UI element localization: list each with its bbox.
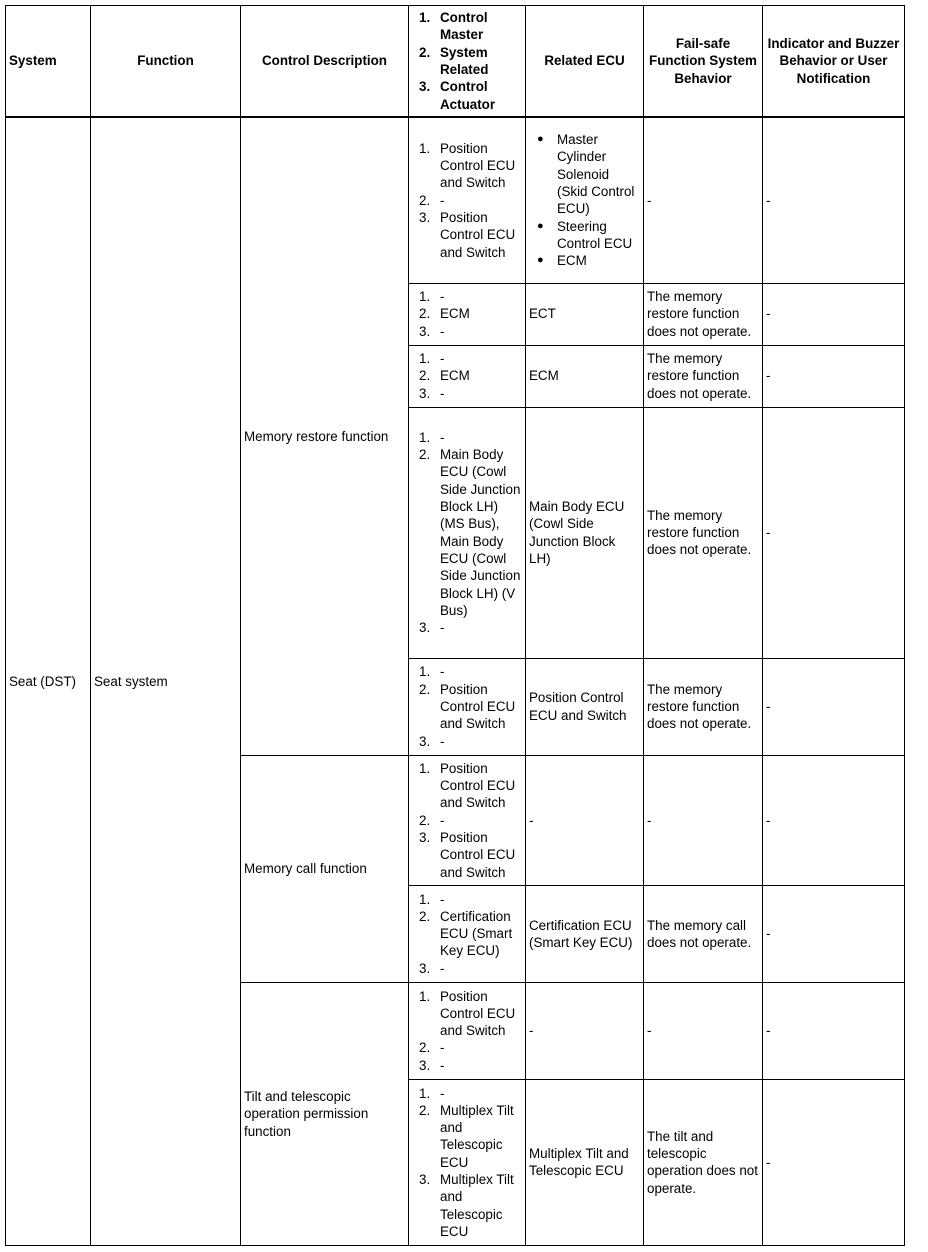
fail-safe: -: [644, 982, 763, 1079]
related-ecu: ECT: [526, 283, 644, 345]
control-actuator: Position Control ECU and Switch: [440, 209, 516, 260]
table-row: [6, 117, 905, 283]
system-related: ECM: [440, 368, 470, 384]
control-master: Position Control ECU and Switch: [440, 140, 516, 191]
ecu-list-item: ● Steering Control ECU: [557, 218, 640, 253]
description-tilt-telescopic: Tilt and telescopic operation permission function: [241, 982, 409, 1245]
header-control-items: [409, 6, 526, 118]
control-actuator: Multiplex Tilt and Telescopic ECU: [440, 1172, 514, 1239]
control-items: [409, 885, 526, 982]
related-ecu: -: [526, 982, 644, 1079]
indicator: -: [763, 345, 905, 407]
system-related: Certification ECU (Smart Key ECU): [440, 908, 513, 959]
header-control-actuator: Control Actuator: [440, 79, 496, 112]
fail-safe: The memory restore function does not operate.: [644, 345, 763, 407]
header-system: System: [6, 6, 91, 118]
control-master: -: [440, 429, 445, 445]
description-memory-call: Memory call function: [241, 755, 409, 982]
ecu-list-item: ● Master Cylinder Solenoid (Skid Control ECU): [557, 131, 640, 217]
indicator: -: [763, 755, 905, 885]
fail-safe: The memory restore function does not operate.: [644, 658, 763, 755]
system-related: Position Control ECU and Switch: [440, 681, 516, 732]
indicator: -: [763, 283, 905, 345]
control-master: -: [440, 289, 445, 305]
system-related: ECM: [440, 306, 470, 322]
control-master: -: [440, 1085, 445, 1101]
related-ecu: [526, 117, 644, 283]
fail-safe: The tilt and telescopic operation does not operate.: [644, 1079, 763, 1245]
control-items: [409, 658, 526, 755]
indicator: -: [763, 982, 905, 1079]
control-master: -: [440, 891, 445, 907]
related-ecu: Certification ECU (Smart Key ECU): [526, 885, 644, 982]
ecu-list-item: ● ECM: [557, 252, 640, 269]
control-items: [409, 283, 526, 345]
system-related: Main Body ECU (Cowl Side Junction Block LH) (MS Bus), Main Body ECU (Cowl Side Junction Block LH) (V Bus): [440, 447, 521, 618]
system-function-table: [5, 5, 905, 1246]
header-system-related: System Related: [440, 44, 489, 78]
system-related: -: [440, 812, 445, 828]
header-function: Function: [91, 6, 241, 118]
related-ecu: Multiplex Tilt and Telescopic ECU: [526, 1079, 644, 1245]
header-control-master: Control Master: [440, 10, 488, 43]
control-items: [409, 117, 526, 283]
control-actuator: -: [440, 620, 445, 636]
control-actuator: -: [440, 1057, 445, 1073]
control-master: -: [440, 664, 445, 680]
indicator: -: [763, 407, 905, 658]
control-items: [409, 1079, 526, 1245]
related-ecu: -: [526, 755, 644, 885]
indicator: -: [763, 658, 905, 755]
description-memory-restore: Memory restore function: [241, 117, 409, 755]
system-cell: Seat (DST): [6, 117, 91, 1245]
control-master: -: [440, 351, 445, 367]
control-master: Position Control ECU and Switch: [440, 760, 516, 811]
related-ecu: Position Control ECU and Switch: [526, 658, 644, 755]
header-control-description: Control Description: [241, 6, 409, 118]
control-items: [409, 345, 526, 407]
control-actuator: -: [440, 323, 445, 339]
indicator: -: [763, 885, 905, 982]
header-related-ecu: Related ECU: [526, 6, 644, 118]
control-actuator: -: [440, 385, 445, 401]
control-actuator: -: [440, 960, 445, 976]
related-ecu: Main Body ECU (Cowl Side Junction Block LH): [526, 407, 644, 658]
fail-safe: The memory restore function does not operate.: [644, 407, 763, 658]
fail-safe: -: [644, 117, 763, 283]
fail-safe: The memory call does not operate.: [644, 885, 763, 982]
control-items: [409, 982, 526, 1079]
fail-safe: The memory restore function does not operate.: [644, 283, 763, 345]
control-items: [409, 407, 526, 658]
system-related: -: [440, 1040, 445, 1056]
system-related: Multiplex Tilt and Telescopic ECU: [440, 1102, 514, 1170]
fail-safe: -: [644, 755, 763, 885]
control-actuator: Position Control ECU and Switch: [440, 829, 516, 880]
function-cell: Seat system: [91, 117, 241, 1245]
system-related: -: [440, 192, 445, 208]
table-header-row: [6, 6, 905, 118]
control-items: [409, 755, 526, 885]
header-fail-safe: Fail-safe Function System Behavior: [644, 6, 763, 118]
control-actuator: -: [440, 733, 445, 749]
indicator: -: [763, 117, 905, 283]
control-master: Position Control ECU and Switch: [440, 988, 516, 1039]
header-indicator: Indicator and Buzzer Behavior or User Notification: [763, 6, 905, 118]
indicator: -: [763, 1079, 905, 1245]
related-ecu: ECM: [526, 345, 644, 407]
